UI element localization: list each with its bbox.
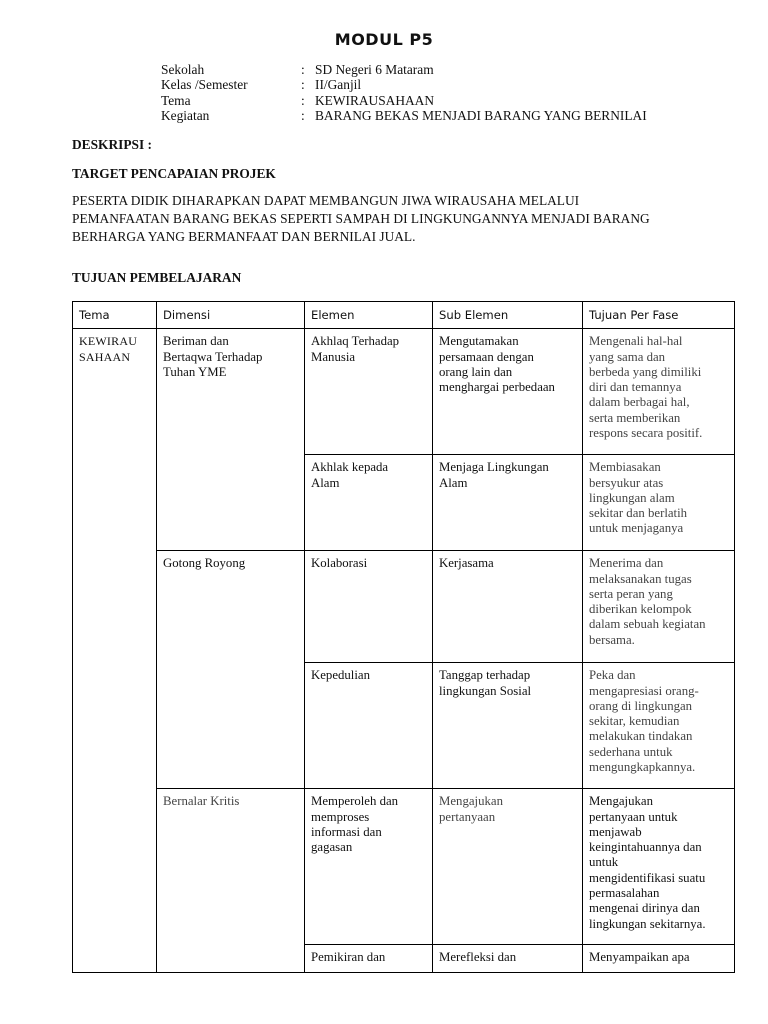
document-title: MODUL P5 [334, 30, 434, 49]
info-separator: : [301, 107, 305, 123]
table-row [73, 329, 735, 455]
info-value: KEWIRAUSAHAAN [315, 92, 435, 108]
sub-elemen-cell: Menjaga Lingkungan Alam [433, 455, 583, 551]
info-separator: : [301, 77, 305, 93]
info-row-kelas [161, 77, 647, 92]
info-separator: : [301, 62, 305, 77]
info-value: II/Ganjil [315, 77, 362, 93]
dimensi-cell: Gotong Royong [157, 551, 305, 789]
elemen-cell: Pemikiran dan [305, 945, 433, 973]
tujuan-cell: Menyampaikan apa [583, 945, 735, 973]
tujuan-cell: Mengajukan pertanyaan untuk menjawab keingintahuannya dan untuk mengidentifikasi suatu permasalahan mengenai dirinya dan lingkungan sekitarnya. [583, 789, 735, 945]
learning-objectives-table [72, 301, 735, 973]
table-header-row [73, 302, 735, 329]
elemen-cell: Kepedulian [305, 663, 433, 789]
target-paragraph: PESERTA DIDIK DIHARAPKAN DAPAT MEMBANGUN JIWA WIRAUSAHA MELALUI PEMANFAATAN BARANG BEKAS SEPERTI SAMPAH DI LINGKUNGANNYA MENJADI BARANG BERHARGA YANG BERMANFAAT DAN BERNILAI JUAL. [72, 193, 650, 244]
info-row-sekolah [161, 62, 647, 77]
sub-elemen-cell: Tanggap terhadap lingkungan Sosial [433, 663, 583, 789]
deskripsi-heading: DESKRIPSI : [72, 137, 152, 152]
tujuan-cell: Mengenali hal-hal yang sama dan berbeda yang dimiliki diri dan temannya dalam berbagai hal, serta memberikan respons secara positif. [583, 329, 735, 455]
tujuan-heading: TUJUAN PEMBELAJARAN [72, 270, 242, 285]
info-row-kegiatan [161, 108, 647, 123]
tema-cell: KEWIRAU SAHAAN [73, 329, 157, 973]
info-label: Sekolah [161, 62, 205, 77]
sub-elemen-cell: Merefleksi dan [433, 945, 583, 973]
column-header: Dimensi [157, 302, 305, 329]
tujuan-cell: Menerima dan melaksanakan tugas serta peran yang diberikan kelompok dalam sebuah kegiatan bersama. [583, 551, 735, 663]
info-label: Kelas /Semester [161, 77, 248, 93]
tujuan-cell: Membiasakan bersyukur atas lingkungan alam sekitar dan berlatih untuk menjaganya [583, 455, 735, 551]
elemen-cell: Kolaborasi [305, 551, 433, 663]
info-label: Tema [161, 92, 191, 108]
dimensi-cell: Beriman dan Bertaqwa Terhadap Tuhan YME [157, 329, 305, 551]
elemen-cell: Akhlaq Terhadap Manusia [305, 329, 433, 455]
module-info [161, 62, 647, 123]
target-heading: TARGET PENCAPAIAN PROJEK [72, 166, 276, 181]
elemen-cell: Memperoleh dan memproses informasi dan gagasan [305, 789, 433, 945]
elemen-cell: Akhlak kepada Alam [305, 455, 433, 551]
column-header: Tujuan Per Fase [583, 302, 735, 329]
info-value: SD Negeri 6 Mataram [315, 62, 434, 77]
sub-elemen-cell: Mengutamakan persamaan dengan orang lain dan menghargai perbedaan [433, 329, 583, 455]
info-separator: : [301, 92, 305, 108]
column-header: Tema [73, 302, 157, 329]
info-value: BARANG BEKAS MENJADI BARANG YANG BERNILAI [315, 107, 647, 123]
dimensi-cell: Bernalar Kritis [157, 789, 305, 973]
sub-elemen-cell: Mengajukan pertanyaan [433, 789, 583, 945]
table-row [73, 789, 735, 945]
column-header: Sub Elemen [433, 302, 583, 329]
table-row [73, 551, 735, 663]
sub-elemen-cell: Kerjasama [433, 551, 583, 663]
column-header: Elemen [305, 302, 433, 329]
info-row-tema [161, 93, 647, 108]
tujuan-cell: Peka dan mengapresiasi orang- orang di lingkungan sekitar, kemudian melakukan tindakan sederhana untuk mengungkapkannya. [583, 663, 735, 789]
info-label: Kegiatan [161, 107, 210, 123]
